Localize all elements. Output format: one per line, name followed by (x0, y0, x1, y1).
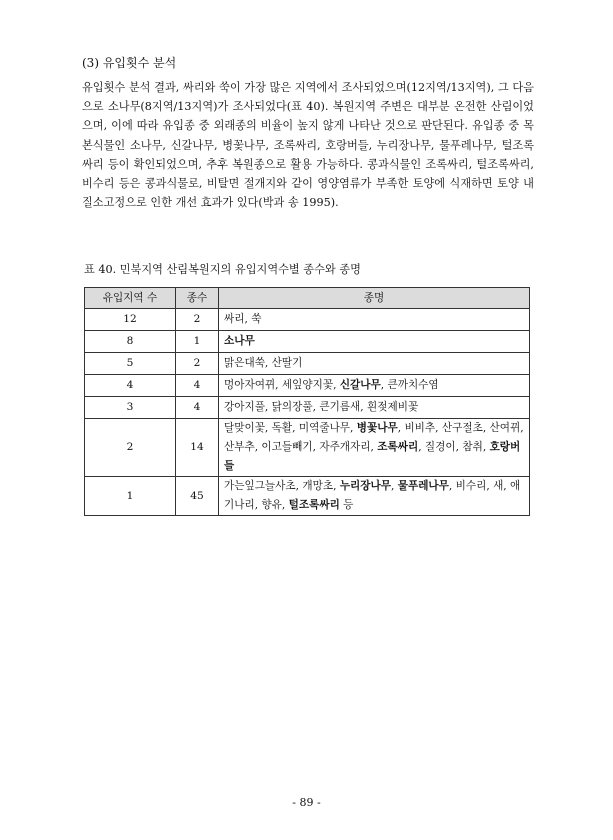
species-text: 강아지풀, 닭의장풀, 큰기름새, 흰젖제비꽃 (224, 401, 419, 413)
species-text: , (390, 480, 398, 492)
highlighted-species: 호랑버들 (224, 441, 521, 472)
table-row (85, 477, 530, 516)
highlighted-species: 병꽃나무 (356, 422, 398, 434)
table-row (85, 309, 530, 331)
species-text: , 비비추, 산구절초, 산여뀌, 산부추, 이고들빼기, 자주개자리, (224, 422, 524, 453)
cell-species-count: 14 (176, 419, 219, 477)
header-species-count: 종수 (176, 288, 219, 309)
cell-species-names (219, 375, 530, 397)
page-number: - 89 - (292, 796, 321, 809)
cell-species-names (219, 309, 530, 331)
table-row (85, 331, 530, 353)
species-text: 멍아자여뀌, 세잎양지꽃, (224, 379, 340, 391)
header-region-count: 유입지역 수 (85, 288, 176, 309)
species-text: , 질경이, 참취, (418, 441, 490, 453)
cell-region-count: 1 (85, 477, 176, 516)
cell-species-count: 1 (176, 331, 219, 353)
highlighted-species: 물푸레나무 (397, 480, 449, 492)
table-caption: 표 40. 민북지역 산림복원지의 유입지역수별 종수와 종명 (84, 263, 361, 276)
cell-species-count: 2 (176, 353, 219, 375)
cell-region-count: 3 (85, 397, 176, 419)
header-species-names: 종명 (219, 288, 530, 309)
cell-species-count: 4 (176, 397, 219, 419)
cell-species-count: 45 (176, 477, 219, 516)
species-table (84, 287, 530, 516)
cell-species-names (219, 397, 530, 419)
cell-region-count: 5 (85, 353, 176, 375)
section-heading: (3) 유입횟수 분석 (82, 56, 177, 70)
cell-species-names (219, 419, 530, 477)
cell-region-count: 2 (85, 419, 176, 477)
species-text: , 비수리, 새, 애기나리, 향유, (224, 480, 521, 511)
highlighted-species: 소나무 (224, 335, 255, 347)
species-text: 싸리, 쑥 (224, 313, 262, 325)
highlighted-species: 조록싸리 (377, 441, 419, 453)
cell-region-count: 12 (85, 309, 176, 331)
species-text: 가는잎그늘사초, 개망초, (224, 480, 340, 492)
table-row (85, 375, 530, 397)
cell-species-names (219, 331, 530, 353)
species-text: 달맞이꽃, 독활, 미역줄나무, (224, 422, 357, 434)
species-text: , 큰까치수염 (380, 379, 439, 391)
highlighted-species: 털조록싸리 (288, 499, 340, 511)
species-text: 등 (339, 499, 354, 511)
analysis-paragraph: 유입횟수 분석 결과, 싸리와 쑥이 가장 많은 지역에서 조사되었으며(12지역/13지역), 그 다음으로 소나무(8지역/13지역)가 조사되었다(표 40). 복원지역 주변은 대부분 온전한 산림이었으며, 이에 따라 유입종 중 외래종의 비율이 높지 않게 나타난 것으로 판단된다. 유입종 중 목본식물인 소나무, 신갈나무, 병꽃나무, 조록싸리, 호랑버들, 누리장나무, 물푸레나무, 털조록 싸리 등이 확인되었으며, 추후 복원종으로 활용 가능하다. 콩과식물인 조록싸리, 털조록싸리, 비수리 등은 콩과식물로, 비탈면 절개지와 같이 영양염류가 부족한 토양에 식재하면 토양 내 질소고정으로 인한 개선 효과가 있다(박과 송 1995). (82, 81, 534, 210)
table-header-row (85, 288, 530, 309)
species-text: 맑은대쑥, 산딸기 (224, 357, 303, 369)
highlighted-species: 누리장나무 (339, 480, 391, 492)
table-row (85, 353, 530, 375)
cell-region-count: 8 (85, 331, 176, 353)
cell-species-count: 2 (176, 309, 219, 331)
highlighted-species: 신갈나무 (339, 379, 381, 391)
table-body (85, 309, 530, 516)
table-row (85, 397, 530, 419)
table-row (85, 419, 530, 477)
cell-species-names (219, 353, 530, 375)
cell-species-count: 4 (176, 375, 219, 397)
cell-species-names (219, 477, 530, 516)
cell-region-count: 4 (85, 375, 176, 397)
